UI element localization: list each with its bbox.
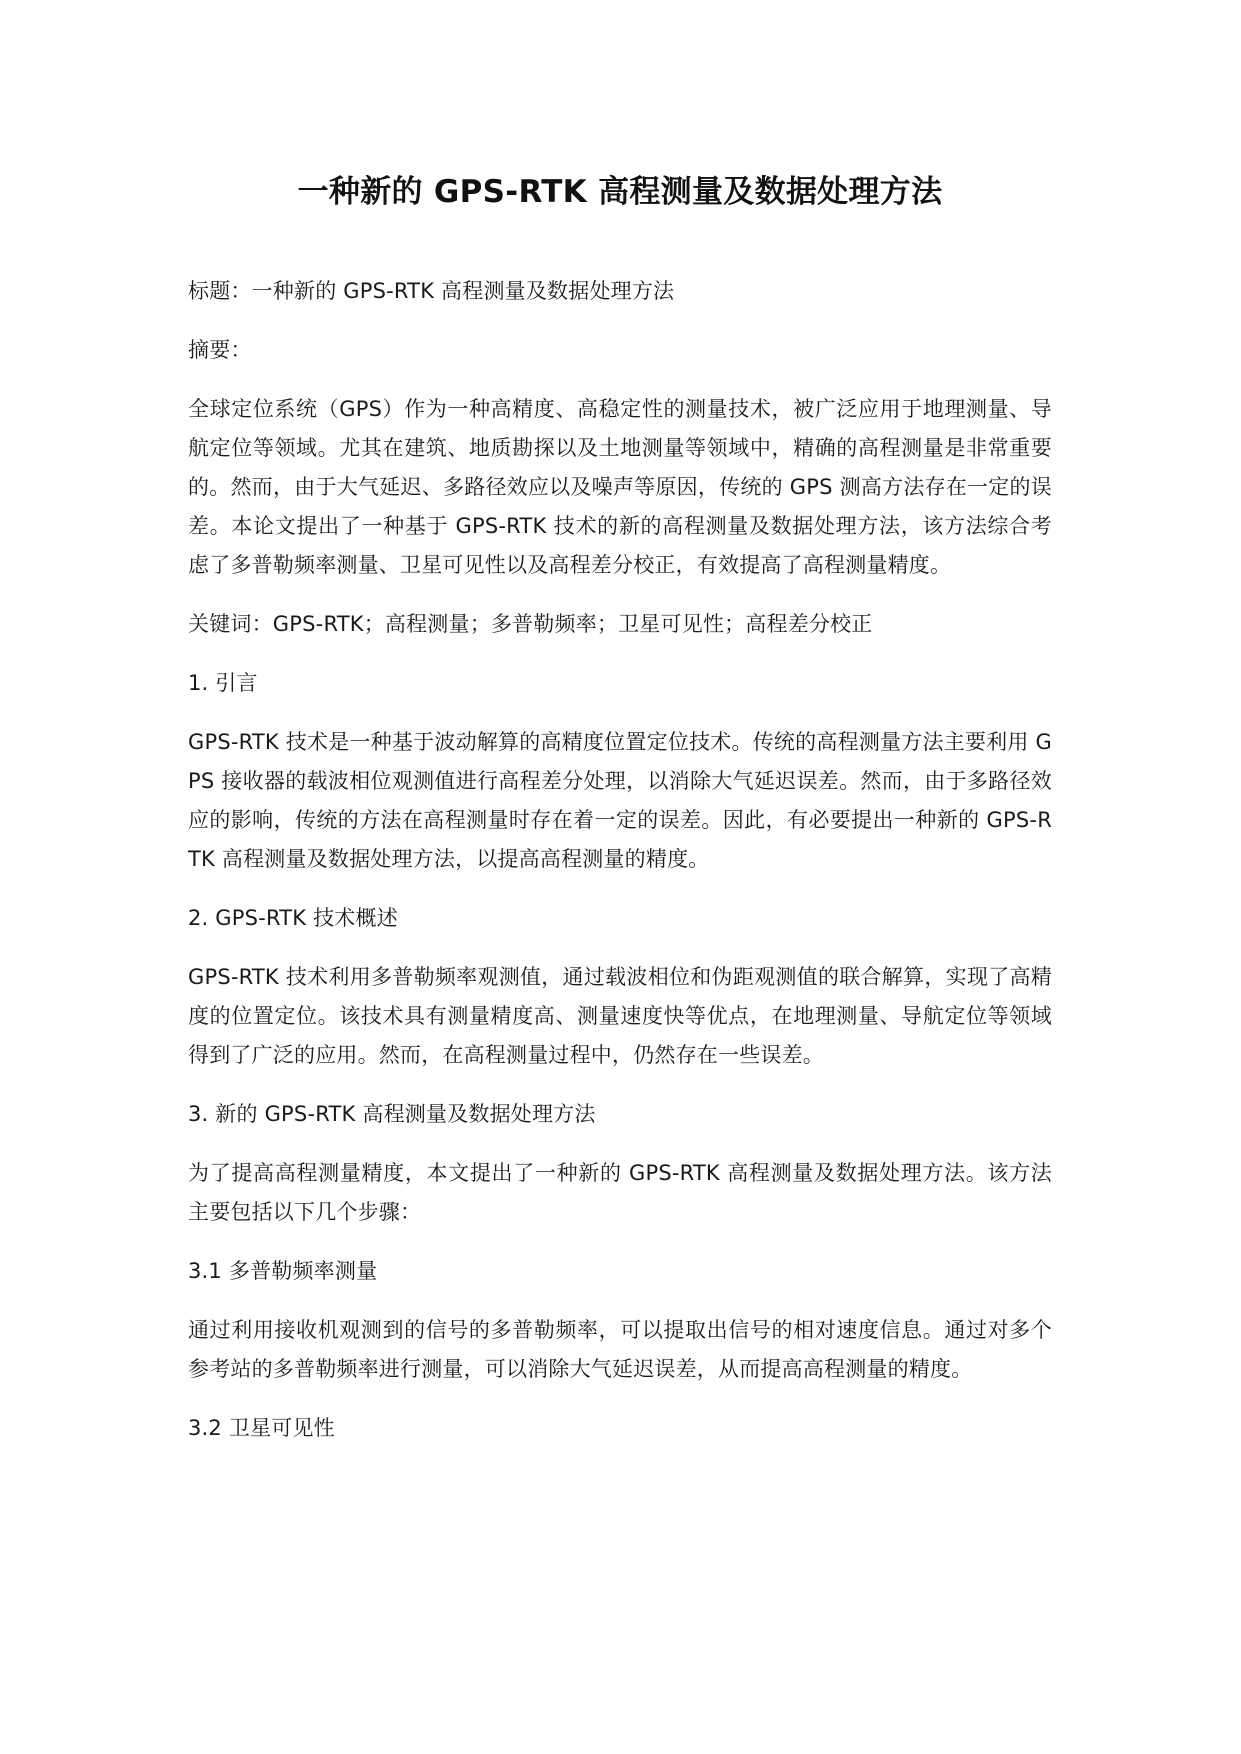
section-body-2: GPS-RTK 技术利用多普勒频率观测值，通过载波相位和伪距观测值的联合解算，实现了高精度的位置定位。该技术具有测量精度高、测量速度快等优点，在地理测量、导航定位等领域得到了广泛的应用。然而，在高程测量过程中，仍然存在一些误差。 [188, 965, 1052, 1067]
section-heading-3: 3. 新的 GPS-RTK 高程测量及数据处理方法 [188, 1102, 596, 1126]
subsection-body-3-1: 通过利用接收机观测到的信号的多普勒频率，可以提取出信号的相对速度信息。通过对多个参考站的多普勒频率进行测量，可以消除大气延迟误差，从而提高高程测量的精度。 [188, 1318, 1052, 1381]
document-page [188, 170, 1052, 1448]
section-body-1: GPS-RTK 技术是一种基于波动解算的高精度位置定位技术。传统的高程测量方法主要利用 GPS 接收器的载波相位观测值进行高程差分处理，以消除大气延迟误差。然而，由于多路径效应的影响，传统的方法在高程测量时存在着一定的误差。因此，有必要提出一种新的 GPS-RTK 高程测量及数据处理方法，以提高高程测量的精度。 [188, 730, 1052, 871]
subsection-heading-3-1: 3.1 多普勒频率测量 [188, 1259, 378, 1283]
abstract-heading: 摘要： [188, 338, 252, 362]
spacer [188, 214, 1052, 272]
document-title: 一种新的 GPS-RTK 高程测量及数据处理方法 [297, 174, 943, 210]
section-heading-1: 1. 引言 [188, 671, 258, 695]
subsection-heading-3-2: 3.2 卫星可见性 [188, 1416, 335, 1440]
title-line: 标题：一种新的 GPS-RTK 高程测量及数据处理方法 [188, 279, 675, 303]
section-body-3: 为了提高高程测量精度，本文提出了一种新的 GPS-RTK 高程测量及数据处理方法。该方法主要包括以下几个步骤： [188, 1161, 1052, 1224]
keywords: 关键词：GPS-RTK；高程测量；多普勒频率；卫星可见性；高程差分校正 [188, 612, 873, 636]
section-heading-2: 2. GPS-RTK 技术概述 [188, 906, 398, 930]
abstract-body: 全球定位系统（GPS）作为一种高精度、高稳定性的测量技术，被广泛应用于地理测量、导航定位等领域。尤其在建筑、地质勘探以及土地测量等领域中，精确的高程测量是非常重要的。然而，由于大气延迟、多路径效应以及噪声等原因，传统的 GPS 测高方法存在一定的误差。本论文提出了一种基于 GPS-RTK 技术的新的高程测量及数据处理方法，该方法综合考虑了多普勒频率测量、卫星可见性以及高程差分校正，有效提高了高程测量精度。 [188, 397, 1052, 577]
